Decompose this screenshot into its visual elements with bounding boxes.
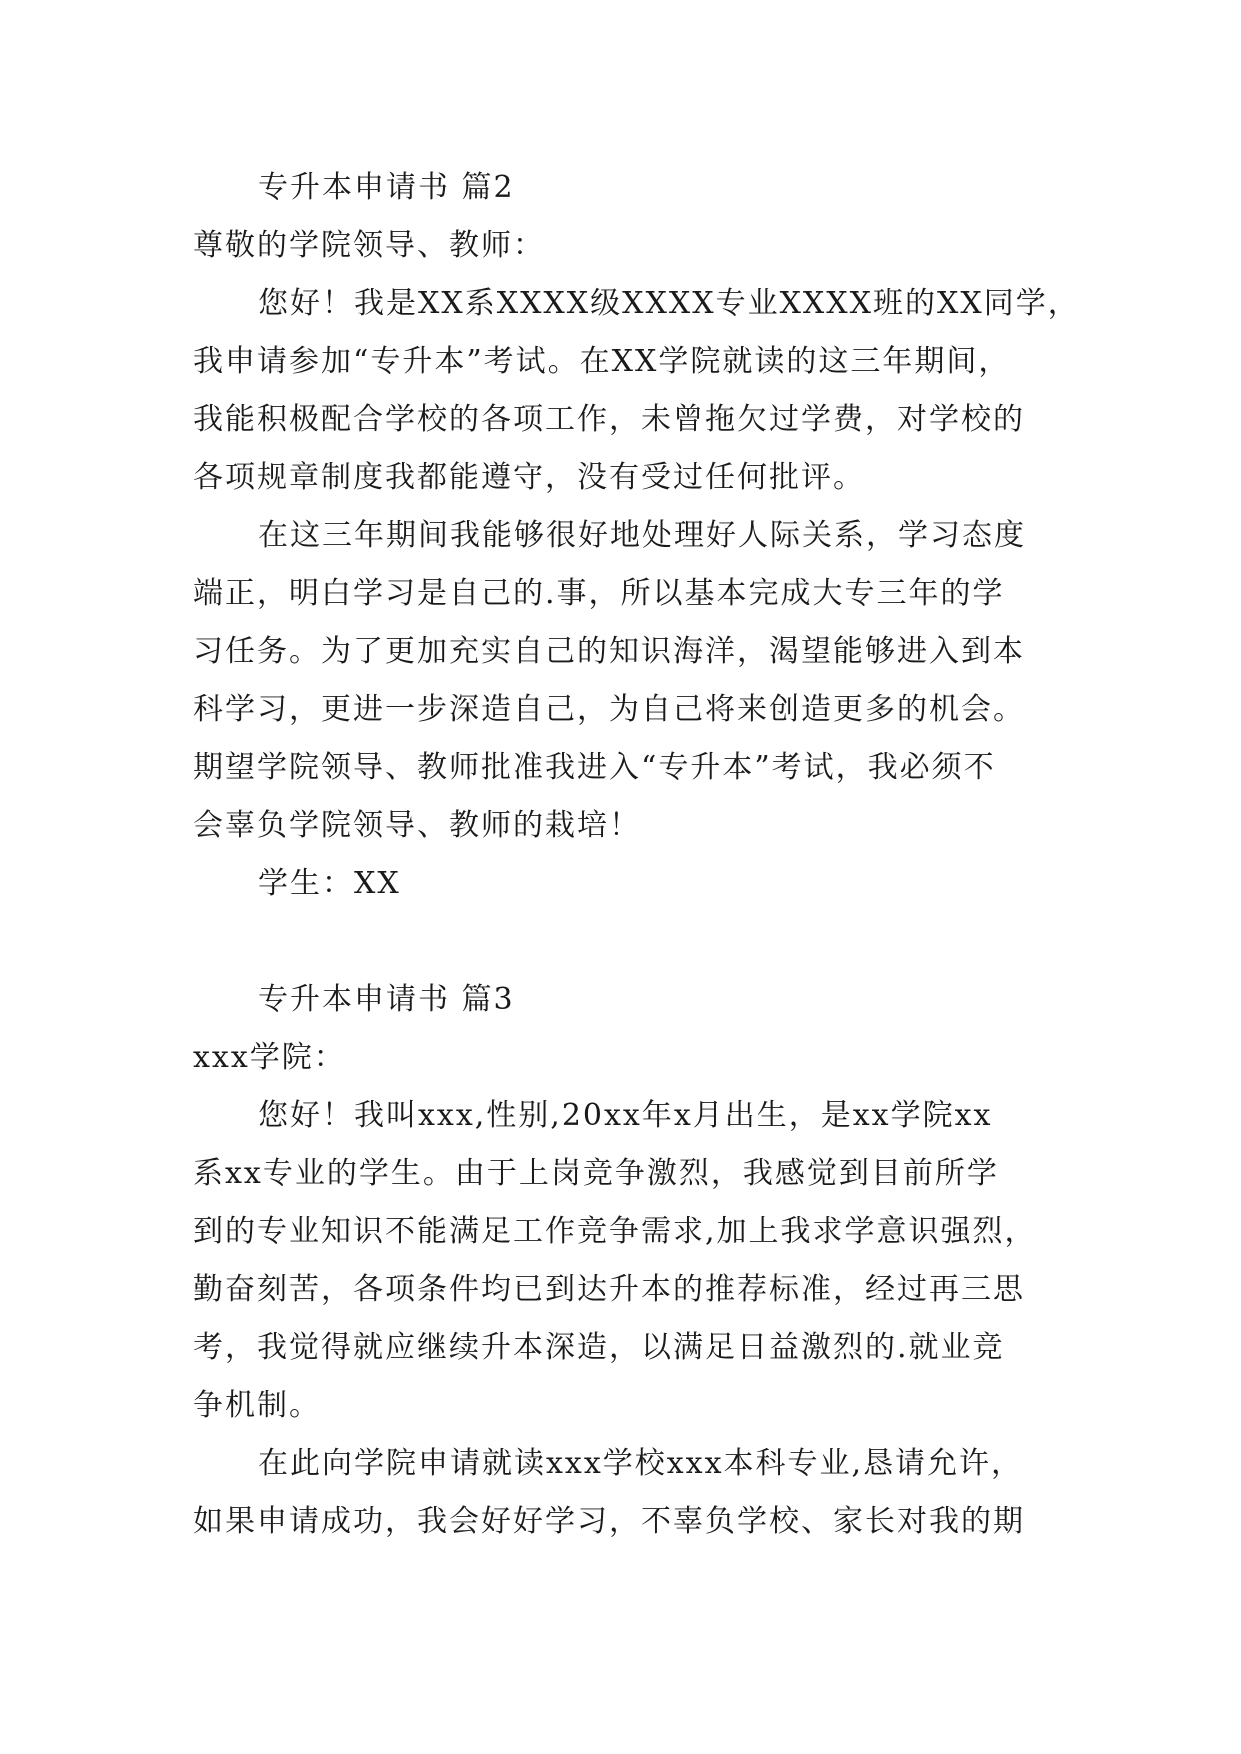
- section2-p2-line2: 端正，明白学习是自己的.事，所以基本完成大专三年的学: [193, 576, 1005, 611]
- section2-p1-line4: 各项规章制度我都能遵守，没有受过任何批评。: [193, 460, 865, 495]
- section3-p2-line1: 在此向学院申请就读xxx学校xxx本科专业,恳请允许，: [258, 1446, 1024, 1481]
- section2-salutation: 尊敬的学院领导、教师：: [193, 228, 545, 263]
- section2-p2-line1: 在这三年期间我能够很好地处理好人际关系，学习态度: [258, 518, 1026, 553]
- section2-p2-line6: 会辜负学院领导、教师的栽培！: [193, 808, 641, 843]
- section3-p2-line2: 如果申请成功，我会好好学习，不辜负学校、家长对我的期: [193, 1504, 1025, 1539]
- section3-p1-line4: 勤奋刻苦，各项条件均已到达升本的推荐标准，经过再三思: [193, 1272, 1025, 1307]
- section3-heading: 专升本申请书 篇3: [258, 982, 515, 1017]
- section3-p1-line6: 争机制。: [193, 1388, 321, 1423]
- section3-p1-line1: 您好！我叫xxx,性别,20xx年x月出生，是xx学院xx: [258, 1098, 993, 1133]
- section2-p2-line3: 习任务。为了更加充实自己的知识海洋，渴望能够进入到本: [193, 634, 1025, 669]
- section2-p1-line1: 您好！我是XX系XXXX级XXXX专业XXXX班的XX同学，: [258, 286, 1080, 321]
- section2-heading: 专升本申请书 篇2: [258, 170, 515, 205]
- section2-p1-line2: 我申请参加“专升本”考试。在XX学院就读的这三年期间，: [193, 344, 1011, 379]
- section2-p2-line5: 期望学院领导、教师批准我进入“专升本”考试，我必须不: [193, 750, 996, 785]
- section3-p1-line5: 考，我觉得就应继续升本深造，以满足日益激烈的.就业竞: [193, 1330, 1005, 1365]
- section3-salutation: xxx学院：: [193, 1040, 346, 1075]
- section3-p1-line3: 到的专业知识不能满足工作竞争需求,加上我求学意识强烈，: [193, 1214, 1037, 1249]
- section2-p1-line3: 我能积极配合学校的各项工作，未曾拖欠过学费，对学校的: [193, 402, 1025, 437]
- section2-signature: 学生：XX: [258, 866, 401, 901]
- section2-p2-line4: 科学习，更进一步深造自己，为自己将来创造更多的机会。: [193, 692, 1025, 727]
- section3-p1-line2: 系xx专业的学生。由于上岗竞争激烈，我感觉到目前所学: [193, 1156, 999, 1191]
